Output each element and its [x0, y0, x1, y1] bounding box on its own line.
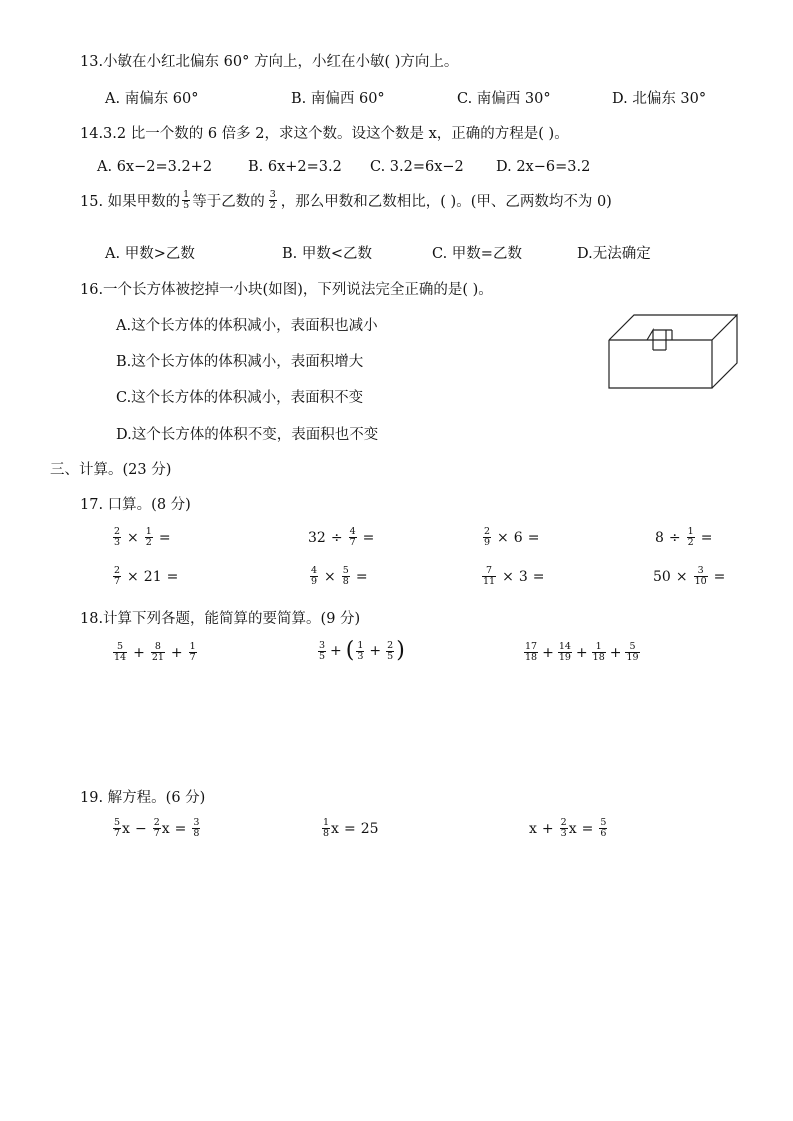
q15-prefix: 15. 如果甲数的	[80, 194, 181, 210]
question-14-stem: 14.3.2 比一个数的 6 倍多 2，求这个数。设这个数是 x，正确的方程是( )。	[80, 126, 569, 142]
q18-e1-term-3: $\frac{1}{7}$	[189, 641, 196, 663]
q18-expression-2	[317, 640, 406, 662]
q17-item-7-op: ×	[502, 568, 514, 585]
q19-eq1-b: $\frac{2}{7}$	[153, 817, 160, 839]
q17-item-5-op: ×	[127, 568, 139, 585]
q19-eq2-a: $\frac{1}{8}$	[323, 817, 330, 839]
q19-eq1-x2: x	[161, 820, 170, 837]
q19-eq3-r: $\frac{5}{6}$	[600, 817, 607, 839]
q17-item-4-a: 8	[655, 529, 664, 546]
q19-eq3-x2: x	[568, 820, 577, 837]
q18-e3-op-3: +	[609, 644, 622, 661]
q17-item-4-b: $\frac{1}{2}$	[687, 526, 694, 548]
q17-item-4	[655, 527, 717, 548]
q19-eq1-r: $\frac{3}{8}$	[193, 817, 200, 839]
q18-expression-3	[523, 642, 641, 663]
q17-item-1-op: ×	[127, 529, 139, 546]
q17-item-3	[482, 527, 544, 548]
q17-item-6-b: $\frac{5}{8}$	[342, 565, 349, 587]
q17-item-6-op: ×	[324, 568, 336, 585]
question-15-stem	[80, 190, 612, 211]
q18-e3-op-2: +	[575, 644, 588, 661]
q17-item-4-eq: =	[700, 529, 713, 546]
q18-e2-op: +	[330, 643, 342, 659]
q13-option-b: B. 南偏西 60°	[291, 91, 385, 107]
q18-expression-1	[112, 642, 198, 663]
q17-item-5-eq: =	[166, 568, 179, 585]
q19-eq3-op: +	[541, 820, 554, 837]
q17-item-2	[308, 527, 379, 548]
q19-eq2-eq: =	[343, 820, 356, 837]
q19-eq1-eq: =	[174, 820, 187, 837]
q15-fraction-1: $\frac{1}{5}$	[183, 189, 190, 211]
q17-item-1-a: $\frac{2}{3}$	[114, 526, 121, 548]
q18-e2-a: $\frac{3}{5}$	[319, 639, 326, 662]
q17-item-8-op: ×	[675, 568, 688, 585]
q18-e1-term-2: $\frac{8}{21}$	[151, 641, 164, 663]
q19-eq1-x1: x	[122, 820, 130, 837]
q19-eq3-eq: =	[581, 820, 594, 837]
q15-option-b: B. 甲数<乙数	[282, 246, 373, 262]
q15-option-c: C. 甲数=乙数	[432, 246, 522, 262]
q19-eq1-op: −	[134, 820, 147, 837]
q18-e3-term-2: $\frac{14}{19}$	[558, 641, 571, 663]
q14-option-b: B. 6x+2=3.2	[248, 159, 342, 175]
q17-item-6	[309, 566, 373, 587]
question-17-title: 17. 口算。(8 分)	[80, 497, 191, 513]
q17-item-2-a: 32	[308, 529, 326, 546]
q18-e2-p1: $\frac{1}{3}$	[357, 639, 364, 662]
q17-item-4-op: ÷	[668, 529, 681, 546]
q14-option-a: A. 6x−2=3.2+2	[97, 159, 213, 175]
q17-item-7-b: 3	[518, 568, 528, 585]
question-13-stem: 13.小敏在小红北偏东 60° 方向上，小红在小敏( )方向上。	[80, 54, 459, 70]
q17-item-7	[481, 566, 549, 587]
q17-item-2-b: $\frac{4}{7}$	[349, 526, 356, 548]
q17-item-8-b: $\frac{3}{10}$	[694, 565, 707, 587]
q17-item-3-b: 6	[513, 529, 523, 546]
q17-item-1-eq: =	[158, 529, 171, 546]
q17-item-3-eq: =	[527, 529, 540, 546]
q18-e2-p2: $\frac{2}{5}$	[387, 639, 394, 662]
q17-item-8-eq: =	[713, 568, 726, 585]
q15-option-d: D.无法确定	[577, 246, 651, 262]
cuboid-with-notch-figure	[604, 310, 744, 392]
q17-item-8-a: 50	[653, 568, 671, 585]
q19-equation-2	[321, 818, 379, 839]
q18-e1-term-1: $\frac{5}{14}$	[114, 641, 127, 663]
q17-item-7-a: $\frac{7}{11}$	[483, 565, 496, 587]
q17-item-2-op: ÷	[330, 529, 343, 546]
q13-option-c: C. 南偏西 30°	[457, 91, 551, 107]
q15-suffix: ，那么甲数和乙数相比，( )。(甲、乙两数均不为 0)	[280, 194, 612, 210]
q16-option-c: C.这个长方体的体积减小，表面积不变	[116, 390, 364, 406]
q17-item-6-a: $\frac{4}{9}$	[311, 565, 318, 587]
q13-option-a: A. 南偏东 60°	[105, 91, 199, 107]
q18-e3-op-1: +	[542, 644, 554, 661]
section-3-title: 三、计算。(23 分)	[50, 462, 172, 478]
question-16-stem: 16.一个长方体被挖掉一小块(如图)，下列说法完全正确的是( )。	[80, 282, 493, 298]
right-paren: )	[396, 638, 405, 663]
q19-eq2-r: 25	[360, 820, 379, 837]
q19-equation-1	[112, 818, 201, 839]
q17-item-1	[112, 527, 176, 548]
q17-item-5-b: 21	[143, 568, 162, 585]
q16-option-b: B.这个长方体的体积减小，表面积增大	[116, 354, 364, 370]
q18-e3-term-4: $\frac{5}{19}$	[626, 641, 639, 663]
q17-item-7-eq: =	[532, 568, 545, 585]
q18-e2-pop: +	[369, 643, 382, 659]
q14-option-d: D. 2x−6=3.2	[496, 159, 591, 175]
q19-eq1-a: $\frac{5}{7}$	[114, 817, 121, 839]
q16-option-a: A.这个长方体的体积减小，表面积也减小	[116, 318, 378, 334]
q18-e3-term-3: $\frac{1}{18}$	[592, 641, 605, 663]
q19-equation-3	[529, 818, 608, 839]
q13-option-d: D. 北偏东 30°	[612, 91, 707, 107]
q18-e3-term-1: $\frac{17}{18}$	[525, 641, 538, 663]
q14-option-c: C. 3.2=6x−2	[370, 159, 464, 175]
q15-fraction-2: $\frac{3}{2}$	[269, 189, 276, 211]
q17-item-2-eq: =	[362, 529, 375, 546]
q17-item-5	[112, 566, 183, 587]
q16-option-d: D.这个长方体的体积不变，表面积也不变	[116, 427, 379, 443]
q19-eq3-b: $\frac{2}{3}$	[560, 817, 567, 839]
q15-middle: 等于乙数的	[192, 194, 265, 210]
q17-item-6-eq: =	[355, 568, 368, 585]
q17-item-5-a: $\frac{2}{7}$	[114, 565, 121, 587]
q17-item-3-op: ×	[497, 529, 509, 546]
question-19-title: 19. 解方程。(6 分)	[80, 790, 206, 806]
q18-e1-op-2: +	[170, 644, 183, 661]
q17-item-3-a: $\frac{2}{9}$	[484, 526, 491, 548]
q17-item-1-b: $\frac{1}{2}$	[145, 526, 152, 548]
q15-option-a: A. 甲数>乙数	[105, 246, 195, 262]
question-18-title: 18.计算下列各题，能简算的要简算。(9 分)	[80, 611, 361, 627]
q19-eq3-x1: x	[529, 820, 537, 837]
q19-eq2-x: x	[331, 820, 339, 837]
q17-item-8	[653, 566, 730, 587]
q18-e1-op-1: +	[133, 644, 145, 661]
left-paren: (	[345, 638, 355, 663]
